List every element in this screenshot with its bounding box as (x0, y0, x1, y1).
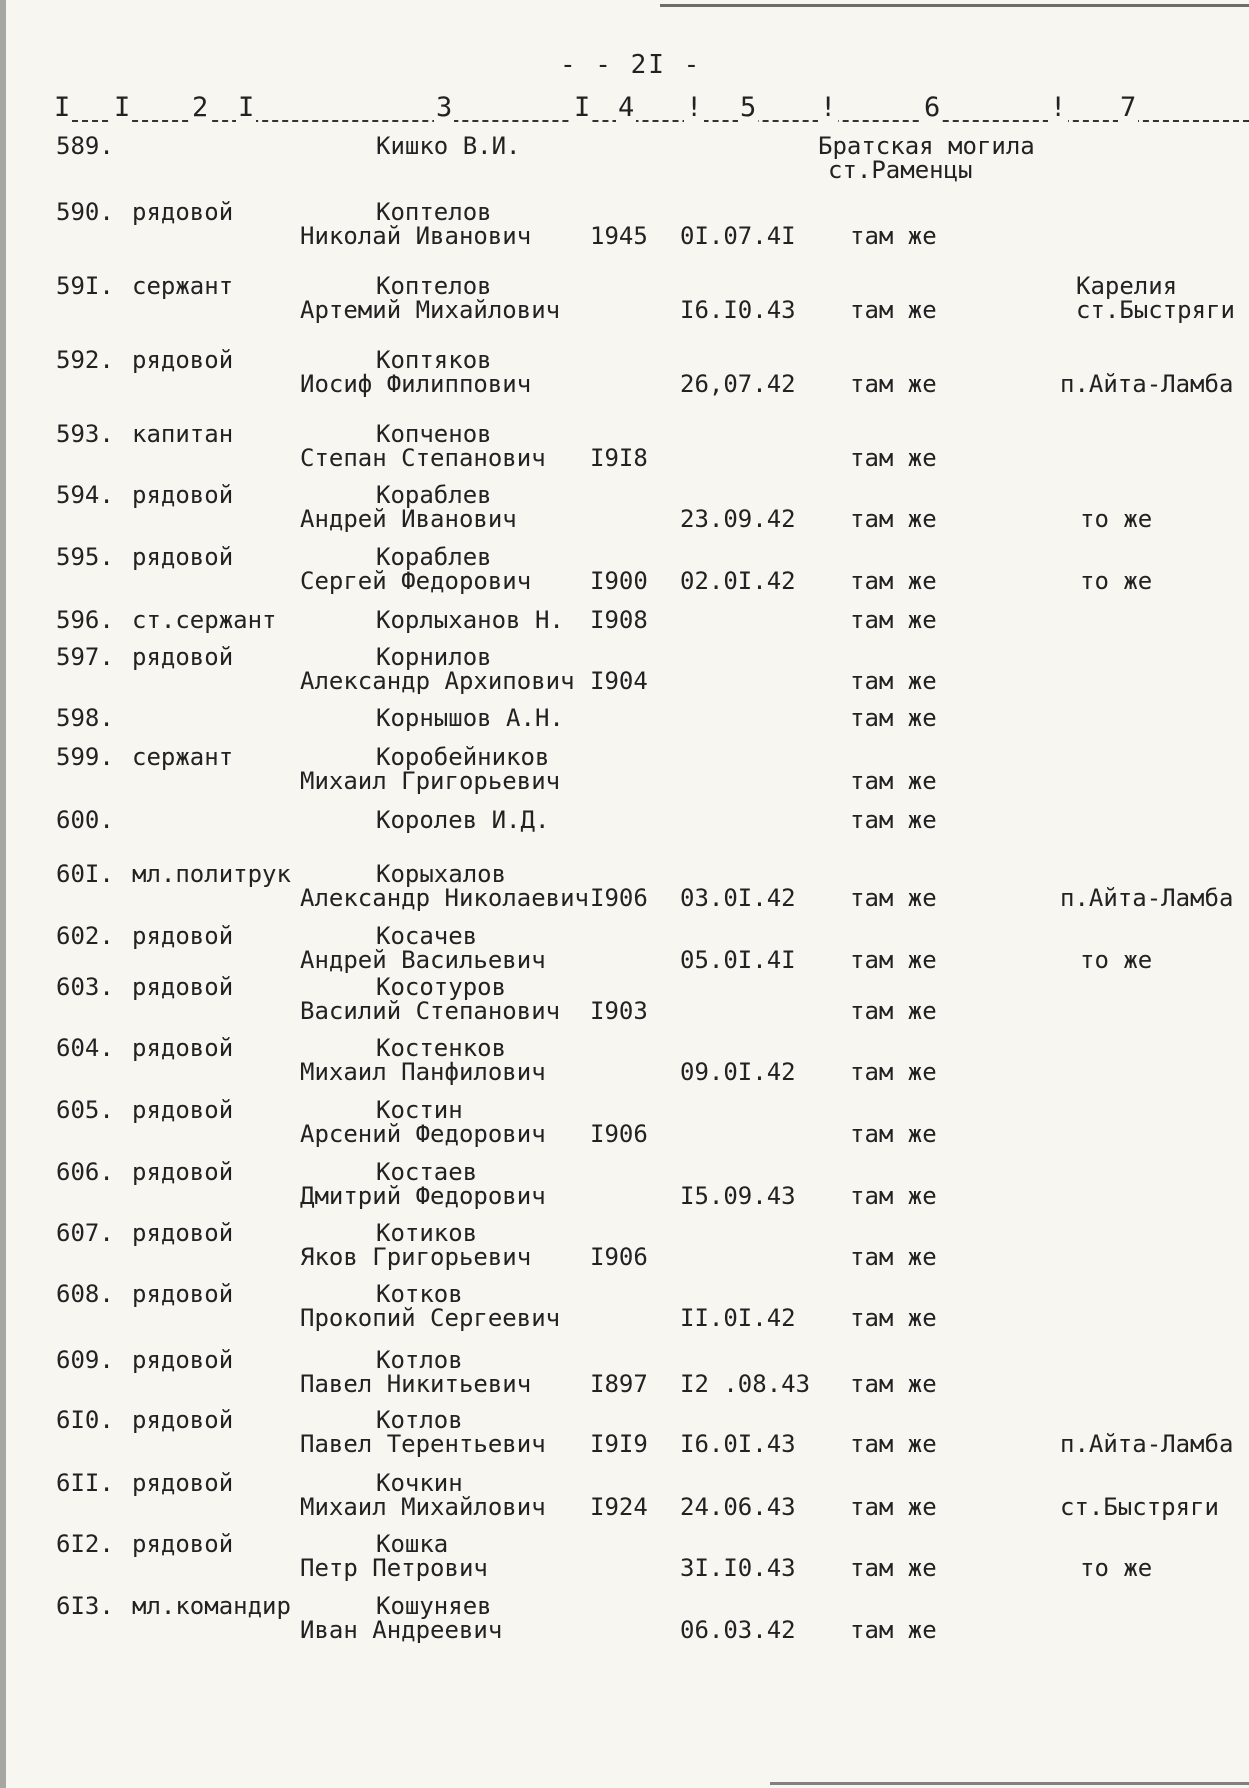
record-death-date: I2 .08.43 (680, 1370, 811, 1398)
scan-bottom-edge (770, 1782, 1249, 1785)
record-number: 599. (56, 743, 114, 771)
record-death-date: 24.06.43 (680, 1493, 796, 1521)
record-surname: Коптелов (376, 272, 492, 300)
record-death-date: 03.0I.42 (680, 884, 796, 912)
record-number: 606. (56, 1158, 114, 1186)
record-given-name: Прокопий Сергеевич (300, 1304, 561, 1332)
record-rank: рядовой (132, 973, 234, 1001)
record-death-date: II.0I.42 (680, 1304, 796, 1332)
column-separator: I (238, 92, 255, 123)
record-burial-place: там же (850, 1058, 937, 1086)
record-burial-place: там же (850, 884, 937, 912)
record-burial-place: там же (850, 704, 937, 732)
record-surname: Костаев (376, 1158, 478, 1186)
record-surname: Кораблев (376, 543, 492, 571)
record-note: п.Айта-Ламба (1060, 884, 1234, 912)
record-death-date: 05.0I.4I (680, 946, 796, 974)
record-surname: Корнышов А.Н. (376, 704, 564, 732)
header-dashed-rule (52, 120, 1249, 122)
record-given-name: Артемий Михайлович (300, 296, 561, 324)
record-note: то же (1080, 946, 1153, 974)
record-death-date: 26,07.42 (680, 370, 796, 398)
record-burial-place: там же (850, 222, 937, 250)
record-surname: Кочкин (376, 1469, 463, 1497)
record-number: 592. (56, 346, 114, 374)
record-surname: Котлов (376, 1406, 463, 1434)
record-note-line2: ст.Быстряги (1076, 296, 1235, 324)
record-burial-place: там же (850, 1120, 937, 1148)
record-surname: Котиков (376, 1219, 478, 1247)
record-burial-place: там же (850, 1616, 937, 1644)
record-rank: рядовой (132, 1280, 234, 1308)
record-surname: Коробейников (376, 743, 550, 771)
column-separator: ! (820, 92, 837, 123)
record-number: 6I2. (56, 1530, 114, 1558)
record-rank: рядовой (132, 481, 234, 509)
record-given-name: Николай Иванович (300, 222, 532, 250)
scan-top-edge (660, 4, 1249, 7)
record-burial-place: там же (850, 1304, 937, 1332)
record-rank: рядовой (132, 1469, 234, 1497)
column-number-5: 5 (740, 92, 757, 123)
record-number: 59I. (56, 272, 114, 300)
record-note: Карелия (1076, 272, 1178, 300)
record-given-name: Петр Петрович (300, 1554, 488, 1582)
record-burial-place: там же (850, 444, 937, 472)
record-number: 6I0. (56, 1406, 114, 1434)
record-birth-year: I903 (590, 997, 648, 1025)
record-note: п.Айта-Ламба (1060, 1430, 1234, 1458)
record-rank: рядовой (132, 543, 234, 571)
record-number: 600. (56, 806, 114, 834)
record-surname: Костин (376, 1096, 463, 1124)
column-number-2: 2 (192, 92, 209, 123)
record-surname: Кошка (376, 1530, 449, 1558)
record-burial-place: там же (850, 667, 937, 695)
record-death-date: I5.09.43 (680, 1182, 796, 1210)
record-burial-place: там же (850, 767, 937, 795)
record-surname: Корлыханов Н. (376, 606, 564, 634)
record-note: ст.Быстряги (1060, 1493, 1219, 1521)
record-surname: Кошуняев (376, 1592, 492, 1620)
record-surname: Котлов (376, 1346, 463, 1374)
record-rank: рядовой (132, 198, 234, 226)
record-rank: мл.командир (132, 1592, 291, 1620)
record-given-name: Александр Архипович (300, 667, 575, 695)
column-number-7: 7 (1120, 92, 1137, 123)
record-birth-year: I897 (590, 1370, 648, 1398)
record-burial-place: там же (850, 1493, 937, 1521)
record-given-name: Михаил Михайлович (300, 1493, 546, 1521)
record-number: 602. (56, 922, 114, 950)
record-death-date: 09.0I.42 (680, 1058, 796, 1086)
record-given-name: Сергей Федорович (300, 567, 532, 595)
column-separator: ! (686, 92, 703, 123)
record-birth-year: I924 (590, 1493, 648, 1521)
column-number-3: 3 (436, 92, 453, 123)
record-birth-year: I904 (590, 667, 648, 695)
record-given-name: Александр Николаевич (300, 884, 589, 912)
record-burial-place: там же (850, 567, 937, 595)
record-birth-year: I9I8 (590, 444, 648, 472)
record-surname: Котков (376, 1280, 463, 1308)
column-number-4: 4 (618, 92, 635, 123)
record-surname: Кораблев (376, 481, 492, 509)
column-header-row (0, 92, 1249, 132)
record-given-name: Павел Никитьевич (300, 1370, 532, 1398)
record-given-name: Павел Терентьевич (300, 1430, 546, 1458)
record-number: 596. (56, 606, 114, 634)
record-note: п.Айта-Ламба (1060, 370, 1234, 398)
column-separator: I (54, 92, 71, 123)
record-death-date: 3I.I0.43 (680, 1554, 796, 1582)
record-burial-place: там же (850, 1430, 937, 1458)
record-burial-place: там же (850, 806, 937, 834)
record-burial-place: там же (850, 946, 937, 974)
record-number: 609. (56, 1346, 114, 1374)
record-birth-year: I900 (590, 567, 648, 595)
record-death-date: 0I.07.4I (680, 222, 796, 250)
record-surname: Корыхалов (376, 860, 507, 888)
record-given-name: Дмитрий Федорович (300, 1182, 546, 1210)
record-rank: капитан (132, 420, 234, 448)
record-birth-year: I906 (590, 1120, 648, 1148)
record-given-name: Андрей Иванович (300, 505, 517, 533)
record-note: то же (1080, 505, 1153, 533)
record-rank: рядовой (132, 1346, 234, 1374)
record-rank: рядовой (132, 346, 234, 374)
record-death-date: 23.09.42 (680, 505, 796, 533)
record-rank: рядовой (132, 643, 234, 671)
record-given-name: Андрей Васильевич (300, 946, 546, 974)
record-number: 605. (56, 1096, 114, 1124)
record-death-date: I6.0I.43 (680, 1430, 796, 1458)
record-number: 595. (56, 543, 114, 571)
record-given-name: Михаил Панфилович (300, 1058, 546, 1086)
record-surname: Косотуров (376, 973, 507, 1001)
record-death-date: 02.0I.42 (680, 567, 796, 595)
record-number: 590. (56, 198, 114, 226)
record-note: то же (1080, 567, 1153, 595)
record-rank: рядовой (132, 1034, 234, 1062)
record-given-name: Иван Андреевич (300, 1616, 503, 1644)
column-number-6: 6 (924, 92, 941, 123)
record-rank: ст.сержант (132, 606, 277, 634)
record-given-name: Степан Степанович (300, 444, 546, 472)
record-burial-place: там же (850, 1182, 937, 1210)
record-burial-place-line2: ст.Раменцы (828, 156, 973, 184)
record-burial-place: Братская могила (818, 132, 1035, 160)
record-death-date: 06.03.42 (680, 1616, 796, 1644)
record-number: 604. (56, 1034, 114, 1062)
record-surname: Коптяков (376, 346, 492, 374)
record-number: 60I. (56, 860, 114, 888)
record-rank: рядовой (132, 1219, 234, 1247)
record-number: 598. (56, 704, 114, 732)
record-rank: рядовой (132, 1158, 234, 1186)
record-birth-year: I9I9 (590, 1430, 648, 1458)
record-birth-year: 1945 (590, 222, 648, 250)
record-birth-year: I906 (590, 1243, 648, 1271)
record-number: 6I3. (56, 1592, 114, 1620)
record-rank: мл.политрук (132, 860, 291, 888)
record-burial-place: там же (850, 370, 937, 398)
record-rank: сержант (132, 743, 234, 771)
record-birth-year: I908 (590, 606, 648, 634)
record-surname: Кишко В.И. (376, 132, 521, 160)
record-given-name: Арсений Федорович (300, 1120, 546, 1148)
record-given-name: Иосиф Филиппович (300, 370, 532, 398)
record-given-name: Василий Степанович (300, 997, 561, 1025)
record-surname: Костенков (376, 1034, 507, 1062)
record-rank: рядовой (132, 1530, 234, 1558)
record-burial-place: там же (850, 997, 937, 1025)
record-given-name: Яков Григорьевич (300, 1243, 532, 1271)
record-note: то же (1080, 1554, 1153, 1582)
record-birth-year: I906 (590, 884, 648, 912)
column-separator: I (114, 92, 131, 123)
record-number: 603. (56, 973, 114, 1001)
record-given-name: Михаил Григорьевич (300, 767, 561, 795)
record-surname: Корнилов (376, 643, 492, 671)
record-number: 607. (56, 1219, 114, 1247)
record-burial-place: там же (850, 296, 937, 324)
record-number: 593. (56, 420, 114, 448)
record-burial-place: там же (850, 606, 937, 634)
record-surname: Копченов (376, 420, 492, 448)
record-number: 594. (56, 481, 114, 509)
column-separator: ! (1050, 92, 1067, 123)
record-burial-place: там же (850, 1370, 937, 1398)
record-burial-place: там же (850, 1554, 937, 1582)
record-rank: рядовой (132, 1406, 234, 1434)
record-surname: Коптелов (376, 198, 492, 226)
record-burial-place: там же (850, 1243, 937, 1271)
record-surname: Королев И.Д. (376, 806, 550, 834)
page-number: - - 2I - (560, 50, 702, 80)
record-rank: рядовой (132, 922, 234, 950)
record-number: 6II. (56, 1469, 114, 1497)
record-burial-place: там же (850, 505, 937, 533)
record-number: 589. (56, 132, 114, 160)
record-death-date: I6.I0.43 (680, 296, 796, 324)
record-surname: Косачев (376, 922, 478, 950)
record-rank: рядовой (132, 1096, 234, 1124)
record-number: 597. (56, 643, 114, 671)
column-separator: I (574, 92, 591, 123)
scan-edge (0, 0, 6, 1788)
record-number: 608. (56, 1280, 114, 1308)
record-rank: сержант (132, 272, 234, 300)
